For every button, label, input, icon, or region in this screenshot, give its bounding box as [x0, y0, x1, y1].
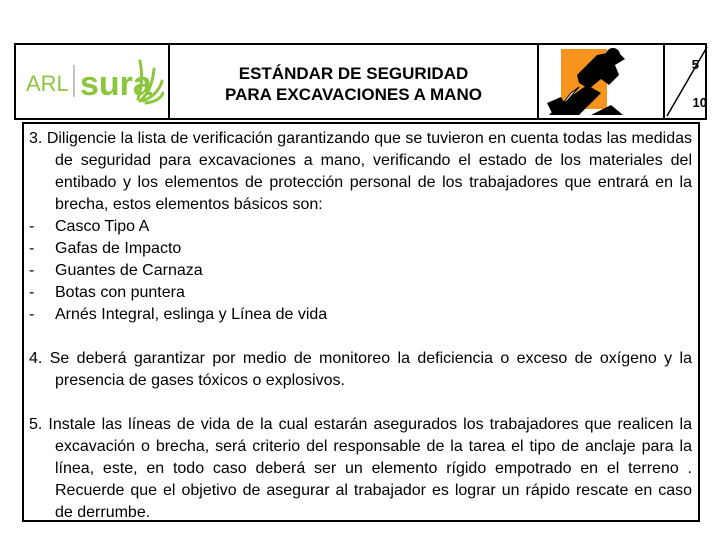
logo-arl-text: ARL	[26, 71, 69, 96]
dash-marker: -	[29, 240, 35, 257]
list-item	[29, 304, 692, 326]
list-item-text: Casco Tipo A	[55, 218, 150, 235]
digging-worker-icon	[539, 45, 661, 118]
page-number-cell	[665, 45, 709, 118]
dash-marker: -	[29, 284, 35, 301]
item-5-text: 5. Instale las líneas de vida de la cual estarán asegurados los trabajadores que realicen la excavación o brecha, será criterio del responsable de la tarea el tipo de anclaje para la línea, este, en todo caso deberá ser un elemento rígido empotrado en el terreno . Recuerde que el objetivo de asegurar al trabajador es lograr un rápido rescate en caso de derrumbe.	[29, 416, 692, 521]
document-title	[225, 63, 482, 105]
list-item	[29, 260, 692, 282]
list-item	[29, 216, 692, 238]
list-item	[29, 238, 692, 260]
document-header	[14, 43, 707, 120]
title-cell	[170, 45, 539, 118]
list-item-text: Arnés Integral, eslinga y Línea de vida	[55, 306, 328, 323]
dash-marker: -	[29, 306, 35, 323]
item-3-text: 3. Diligencie la lista de verificación garantizando que se tuvieron en cuenta todas las medidas de seguridad para excavaciones a mano, verificando el estado de los materiales del entibado y los elementos de protección personal de los trabajadores que entrará en la brecha, estos elementos básicos son:	[29, 130, 692, 213]
list-item-text: Gafas de Impacto	[55, 240, 182, 257]
dash-marker: -	[29, 218, 35, 235]
worker-illustration-cell	[539, 45, 665, 118]
page-total: 10	[692, 95, 707, 110]
logo-cell	[16, 45, 170, 118]
item-4-text: 4. Se deberá garantizar por medio de monitoreo la deficiencia o exceso de oxígeno y la presencia de gases tóxicos o explosivos.	[29, 350, 692, 389]
logo-sura-text: sura	[80, 65, 152, 103]
list-item	[29, 282, 692, 304]
title-line-2: PARA EXCAVACIONES A MANO	[225, 84, 482, 104]
list-item-text: Botas con puntera	[55, 284, 185, 301]
page-current: 5	[691, 57, 699, 72]
ppe-list	[29, 216, 692, 326]
list-item-text: Guantes de Carnaza	[55, 262, 203, 279]
title-line-1: ESTÁNDAR DE SEGURIDAD	[238, 63, 469, 83]
arl-sura-logo	[22, 51, 164, 111]
content-box	[22, 122, 700, 522]
dash-marker: -	[29, 262, 35, 279]
